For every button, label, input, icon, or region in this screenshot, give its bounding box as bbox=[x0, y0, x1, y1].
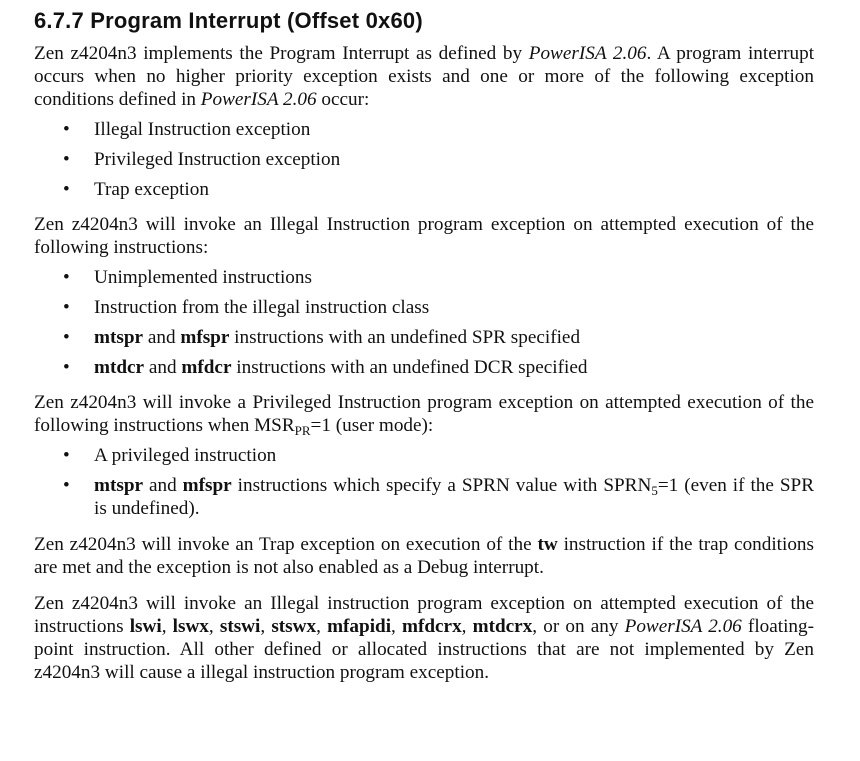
instruction-name: mfspr bbox=[180, 327, 230, 348]
bullet-icon: • bbox=[63, 149, 70, 170]
list-item: • mtspr and mfspr instructions with an undefined SPR specified bbox=[63, 327, 581, 348]
instruction-name: lswi bbox=[129, 616, 162, 637]
instruction-name: mtdcrx bbox=[472, 616, 533, 637]
bullet-icon: • bbox=[63, 179, 70, 200]
illegal-instruction-list bbox=[34, 266, 814, 379]
list-item: • Trap exception bbox=[63, 179, 209, 200]
instruction-name: tw bbox=[537, 534, 558, 555]
unsupported-instructions-paragraph: Zen z4204n3 will invoke an Illegal instruction program exception on attempted execution of the instructions lswi, lswx, stswi, stswx, mfapidi, mfdcrx, mtdcrx, or on any PowerISA 2.06 floating-point instruction. All other defined or allocated instructions that are not implemented by Zen z4204n3 will cause a illegal instruction program exception. bbox=[34, 593, 815, 683]
instruction-name: mtspr bbox=[94, 327, 144, 348]
list-item: • mtdcr and mfdcr instructions with an undefined DCR specified bbox=[63, 357, 588, 378]
intro-paragraph: Zen z4204n3 implements the Program Interrupt as defined by PowerISA 2.06. A program interrupt occurs when no higher priority exception exists and one or more of the following exception conditions defined in PowerISA 2.06 occur: bbox=[34, 43, 815, 110]
bullet-icon: • bbox=[63, 267, 70, 288]
list-item: • Illegal Instruction exception bbox=[63, 119, 311, 140]
list-item: • Instruction from the illegal instruction class bbox=[63, 297, 430, 318]
instruction-name: stswx bbox=[271, 616, 317, 637]
instruction-name: stswi bbox=[219, 616, 261, 637]
document-page bbox=[34, 0, 814, 684]
instruction-name: mfdcrx bbox=[402, 616, 462, 637]
bullet-icon: • bbox=[63, 119, 70, 140]
illegal-instruction-paragraph: Zen z4204n3 will invoke an Illegal Instruction program exception on attempted execution of the following instructions: bbox=[34, 214, 814, 258]
instruction-name: mfdcr bbox=[181, 357, 232, 378]
trap-paragraph: Zen z4204n3 will invoke an Trap exception on execution of the tw instruction if the trap conditions are met and the exception is not also enabled as a Debug interrupt. bbox=[34, 534, 814, 578]
bullet-icon: • bbox=[63, 297, 70, 318]
powerisa-ref: PowerISA 2.06 bbox=[624, 616, 742, 637]
bullet-icon: • bbox=[63, 445, 70, 466]
list-item: • A privileged instruction bbox=[63, 445, 277, 466]
exception-conditions-list bbox=[34, 118, 814, 201]
powerisa-ref: PowerISA 2.06 bbox=[528, 43, 647, 64]
instruction-name: mtspr bbox=[94, 475, 144, 496]
instruction-name: mfapidi bbox=[327, 616, 392, 637]
bullet-icon: • bbox=[63, 357, 70, 378]
privileged-instruction-paragraph: Zen z4204n3 will invoke a Privileged Instruction program exception on attempted execution of the following instructions when $MSR_{PR}=1$ (user mode): bbox=[34, 392, 814, 438]
powerisa-ref: PowerISA 2.06 bbox=[200, 89, 317, 110]
instruction-name: mtdcr bbox=[94, 357, 145, 378]
list-item: • Unimplemented instructions bbox=[63, 267, 312, 288]
bullet-icon: • bbox=[63, 327, 70, 348]
bullet-icon: • bbox=[63, 475, 70, 496]
list-item: • mtspr and mfspr instructions which specify a SPRN value with $SPRN_5=1$ (even if the SPR is undefined). bbox=[63, 475, 814, 519]
list-item: • Privileged Instruction exception bbox=[63, 149, 341, 170]
section-heading: 6.7.7 Program Interrupt (Offset 0x60) bbox=[34, 8, 423, 33]
instruction-name: mfspr bbox=[182, 475, 232, 496]
privileged-instruction-list bbox=[34, 444, 814, 520]
instruction-name: lswx bbox=[172, 616, 209, 637]
